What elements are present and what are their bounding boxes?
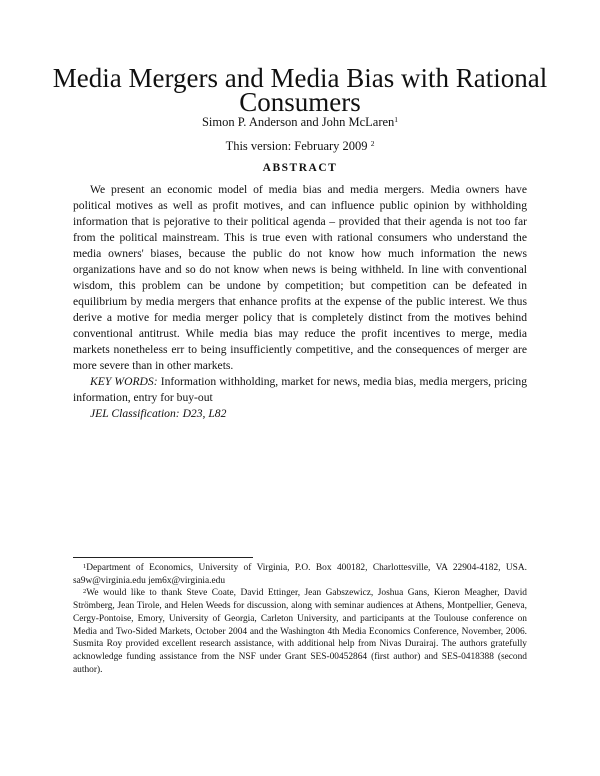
paper-title: Media Mergers and Media Bias with Rational Consumers [52,63,548,117]
footnote-1-mark: 1 [83,563,87,570]
version-text: This version: February 2009 [225,139,368,153]
footnote-divider [73,557,253,558]
footnote-1-text: Department of Economics, University of Virginia, P.O. Box 400182, Charlottesville, VA 22904-4182, USA. sa9w@virginia.edu jem6x@virginia.edu [73,563,527,586]
version-footnote-mark: 2 [370,139,375,148]
paper-version [40,138,560,154]
footnote-2-mark: 2 [83,588,87,596]
authors-text: Simon P. Anderson and John McLaren [201,115,395,129]
authors-footnote-mark: 1 [394,115,399,124]
jel-classification [90,406,527,422]
jel-label: JEL Classification: [90,407,180,420]
keywords-label: KEY WORDS: [90,375,158,388]
keywords-text: Information withholding, market for news, media bias, media mergers, pricing information, entry for buy-out [73,375,527,404]
abstract-heading: ABSTRACT [262,162,338,174]
abstract-text: We present an economic model of media bias and media mergers. Media owners have political motives as well as profit motives, and can influence public opinion by withholding information that is pejorative to their political agenda – provided that their agenda is not too far from the political mainstream. This is true even with rational consumers who understand the media owners' biases, because the public do not know how much information the news organizations have and so do not know when news is being withheld. In line with conventional wisdom, this problem can be undone by competition; but competition can be defeated in equilibrium by media mergers that enhance profits at the expense of the public interest. We thus derive a motive for media merger policy that is completely distinct from the motives behind conventional antitrust. While media bias may reduce the profit incentives to merge, media markets nonetheless err to being insufficiently competitive, and the consequences of merger are more severe than in other markets. [73,183,527,372]
footnote-1 [73,562,527,587]
keywords [73,374,527,406]
footnotes [73,562,527,676]
paper-authors [40,114,560,130]
footnote-2 [73,587,527,676]
jel-codes: D23, L82 [182,407,227,420]
footnote-2-text: We would like to thank Steve Coate, David Ettinger, Jean Gabszewicz, Joshua Gans, Kieron Meagher, David Strömberg, Jean Tirole, and Helen Weeds for discussion, along with seminar audiences at Athens, Montpellier, Geneva, Cergy-Pontoise, Emory, University of Georgia, Carleton University, and participants at the Toulouse conference on Media and Two-Sided Markets, October 2004 and the Washington 4th Media Economics Conference, November, 2006. Susmita Roy provided excellent research assistance, with additional help from Nivas Durairaj. The authors gratefully acknowledge funding assistance from the NSF under Grant SES-00452864 (first author) and SES-0418388 (second author). [73,588,527,675]
